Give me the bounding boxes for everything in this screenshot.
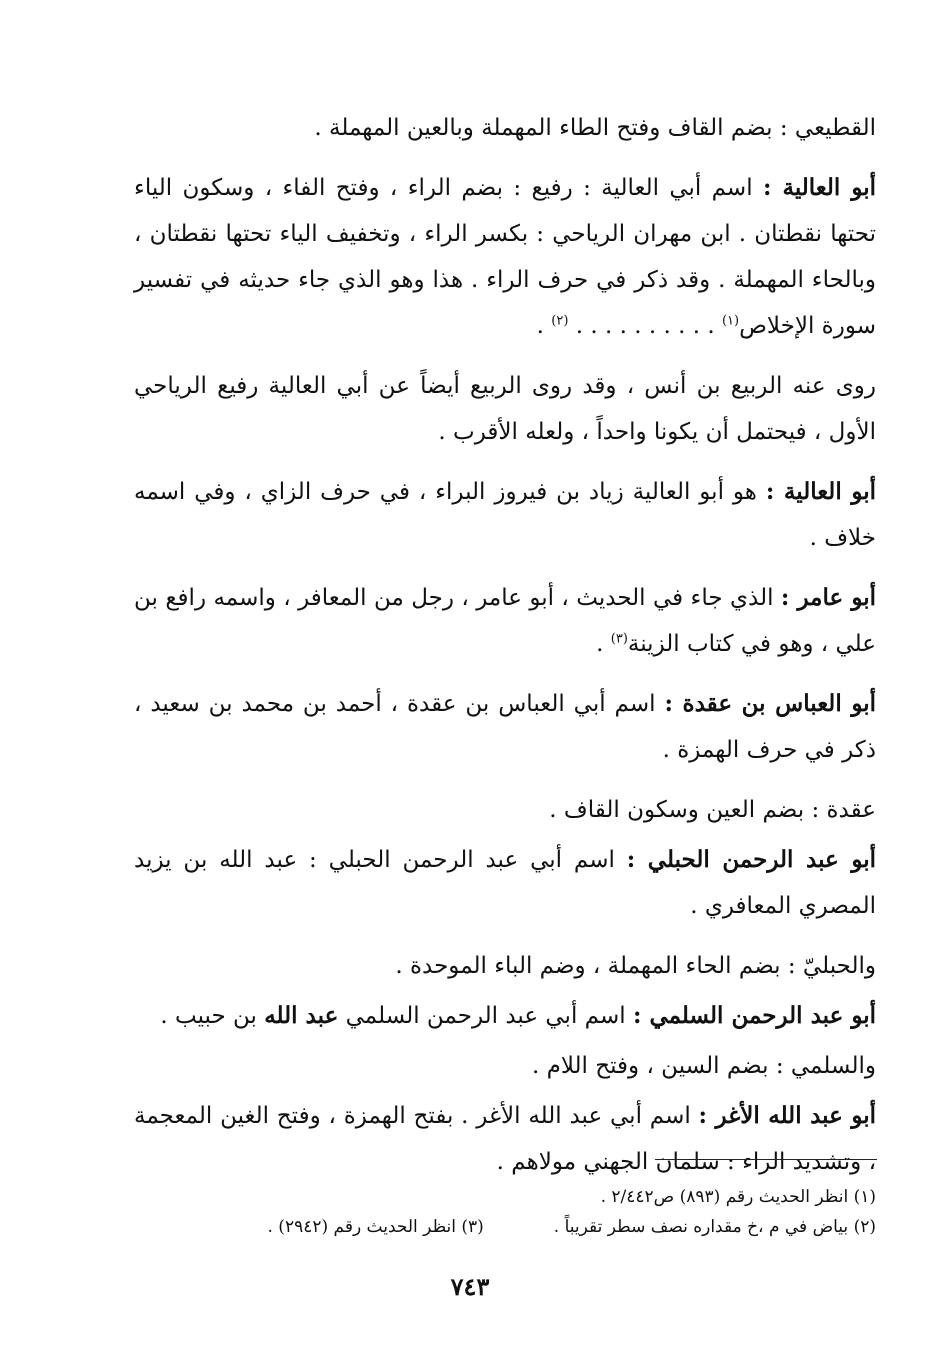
footnote-3: (٣) انظر الحديث رقم (٢٩٤٢) . [267,1217,484,1237]
footnote-1: (١) انظر الحديث رقم (٨٩٣) ص٢/٤٤٢ . [600,1187,876,1207]
entry-rabi-note [134,363,876,455]
entry-term: أبو عبد الرحمن السلمي : [632,1002,876,1029]
entry-abu-al-aliya-2 [134,469,876,561]
entry-term: أبو العالية : [765,478,876,505]
entry-text: والحبليّ : بضم الحاء المهملة ، وضم الباء الموحدة . [395,953,876,979]
footnote-row [134,1212,876,1242]
entry-sulami-note [134,1043,876,1089]
footnote-ref-3[interactable]: (٣) [610,631,628,647]
entry-bold-name: عبد الله [264,1002,339,1029]
entry-text: القطيعي : بضم القاف وفتح الطاء المهملة وبالعين المهملة . [314,115,876,141]
footnotes [134,1182,876,1242]
entry-text: والسلمي : بضم السين ، وفتح اللام . [531,1053,876,1079]
entry-hubuli [134,837,876,929]
main-text [134,105,876,1199]
entry-abu-amir [134,575,876,667]
entry-text: اسم أبي العباس بن عقدة ، أحمد بن محمد بن سعيد ، ذكر في حرف الهمزة . [134,691,876,763]
entry-text: اسم أبي العالية : رفيع : بضم الراء ، وفتح الفاء ، وسكون الياء تحتها نقطتان . ابن مهران الرياحي : بكسر الراء ، وتخفيف الياء تحتها نقطتان ، وبالحاء المهملة . وقد ذكر في حرف الراء . هذا وهو الذي جاء حديثه في تفسير سورة الإخلاص [134,175,876,339]
entry-text: عقدة : بضم العين وسكون القاف . [549,797,876,823]
entry-text: اسم أبي عبد الرحمن السلمي [338,1003,633,1029]
entry-term: أبو عبد الله الأغر : [698,1102,876,1129]
entry-abu-al-aliya-1 [134,165,876,349]
entry-hubuli-note [134,943,876,989]
entry-term: أبو عامر : [780,584,876,611]
footnote-ref-2[interactable]: (٢) [551,313,569,329]
entry-text: اسم أبي عبد الرحمن الحبلي : عبد الله بن يزيد المصري المعافري . [134,847,876,919]
entry-sulami [134,993,876,1039]
entry-aghar [134,1093,876,1185]
entry-term: أبو العباس بن عقدة : [664,690,876,717]
entry-text: هو أبو العالية زياد بن فيروز البراء ، في حرف الزاي ، وفي اسمه خلاف . [134,479,876,551]
entry-uqda [134,787,876,833]
entry-term: أبو العالية : [762,174,876,201]
footnote-2: (٢) بياض في م ،خ مقداره نصف سطر تقريباً . [553,1217,876,1237]
entry-qutayi [134,105,876,151]
entry-text: اسم أبي عبد الله الأغر . بفتح الهمزة ، وفتح الغين المعجمة ، وتشديد الراء : سلمان الجهني مولاهم . [134,1103,876,1175]
footnote-ref-1[interactable]: (١) [721,313,740,329]
entry-end: . [536,313,552,339]
entry-end: . [596,631,611,657]
entry-ibn-uqda [134,681,876,773]
entry-text: روى عنه الربيع بن أنس ، وقد روى الربيع أيضاً عن أبي العالية رفيع الرياحي الأول ، فيحتمل أن يكونا واحداً ، ولعله الأقرب . [134,373,876,445]
page-number: ٧٤٣ [450,1272,490,1301]
entry-text: الذي جاء في الحديث ، أبو عامر ، رجل من المعافر ، واسمه رافع بن علي ، وهو في كتاب الزينة [134,585,876,657]
dots: . . . . . . . . . . [568,313,722,339]
footnote-divider [655,1159,877,1160]
entry-term: أبو عبد الرحمن الحبلي : [626,846,876,873]
entry-end: بن حبيب . [160,1003,265,1029]
